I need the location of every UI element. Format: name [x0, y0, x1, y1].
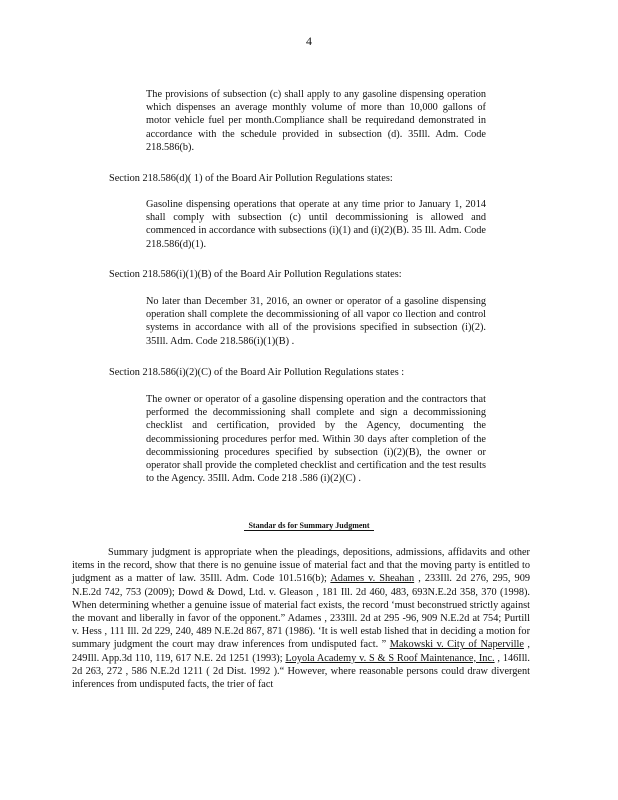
section-heading [0, 521, 618, 530]
quote-218-586-i-1-b: No later than December 31, 2016, an owner or operator of a gasoline dispensing operation shall complete the decommissioning of all vapor co llection and control systems in accordance with all of the provisions specified in subsection (i)(2). 35Ill. Adm. Code 218.586(i)(1)(B) . [146, 296, 486, 347]
body-text-3: , 249Ill. App.3d 110, 119, 617 N.E. 2d 1251 (1993); [72, 639, 530, 664]
heading-text: Standar ds for Summary Judgment [244, 521, 373, 531]
page-number: 4 [306, 34, 312, 48]
quote-218-586-b: The provisions of subsection (c) shall apply to any gasoline dispensing operation which dispenses an average monthly volume of more than 10,000 gallons of motor vehicle fuel per month.Compliance shall be requiredand demonstrated in accordance with the schedule provided in subsection (d). 35Ill. Adm. Code 218.586(b). [146, 89, 486, 153]
body-text-1: Summary judgment is appropriate when the pleadings, depositions, admissions, affidavits and other items in the record, show that there is no genuine issue of material fact and that the moving party is entitled to judgment as a matter of law. 35Ill. Adm. Code 101.516(b); [72, 547, 530, 585]
case-citation-adames: Adames v. Sheahan [330, 573, 415, 585]
section-218-586-i-2-c-intro: Section 218.586(i)(2)(C) of the Board Air Pollution Regulations states : [109, 367, 405, 378]
section-218-586-i-1-b-intro: Section 218.586(i)(1)(B) of the Board Air Pollution Regulations states: [109, 269, 402, 280]
case-citation-makowski: Makowski v. City of Naperville [389, 639, 524, 651]
body-paragraph [72, 546, 530, 691]
body-text-4: , 146Ill. 2d 263, 272 , 586 N.E.2d 1211 ( 2d Dist. 1992 ).“ However, where reasonable persons could draw divergent inferences from undisputed facts, the trier of fact [72, 652, 530, 691]
section-218-586-d-1-intro: Section 218.586(d)( 1) of the Board Air Pollution Regulations states: [109, 173, 393, 184]
case-citation-loyola: Loyola Academy v. S & S Roof Maintenance, Inc. [285, 652, 495, 664]
quote-218-586-i-2-c: The owner or operator of a gasoline dispensing operation and the contractors that performed the decommissioning shall complete and sign a decommissioning checklist and certification, provided by the Agency, documenting the decommissioning procedures perfor med. Within 30 days after completion of the decommissioning procedures specified by subsection (i)(2)(B), the owner or operator shall provide the completed checklist and certification and the test results to the Agency. 35Ill. Adm. Code 218 .586 (i)(2)(C) . [146, 394, 486, 485]
body-text-2: , 233Ill. 2d 276, 295, 909 N.E.2d 742, 753 (2009); Dowd & Dowd, Ltd. v. Gleason , 181 Ill. 2d 460, 483, 693N.E.2d 358, 370 (1998). When determining whether a genuine issue of material fact exists, the record ‘must beconstrued strictly against the movant and liberally in favor of the opponent.” Adames , 233Ill. 2d at 295 -96, 909 N.E.2d at 754; Purtill v. Hess , 111 Ill. 2d 229, 240, 489 N.E.2d 867, 871 (1986). ‘It is well estab lished that in deciding a motion for summary judgment the court may draw inferences from undisputed fact. ” [72, 573, 531, 651]
quote-218-586-d-1: Gasoline dispensing operations that operate at any time prior to January 1, 2014 shall comply with subsection (c) until decommissioning is allowed and commenced in accordance with subsections (i)(1) and (i)(2)(B). 35 Ill. Adm. Code 218.586(d)(1). [146, 199, 486, 250]
